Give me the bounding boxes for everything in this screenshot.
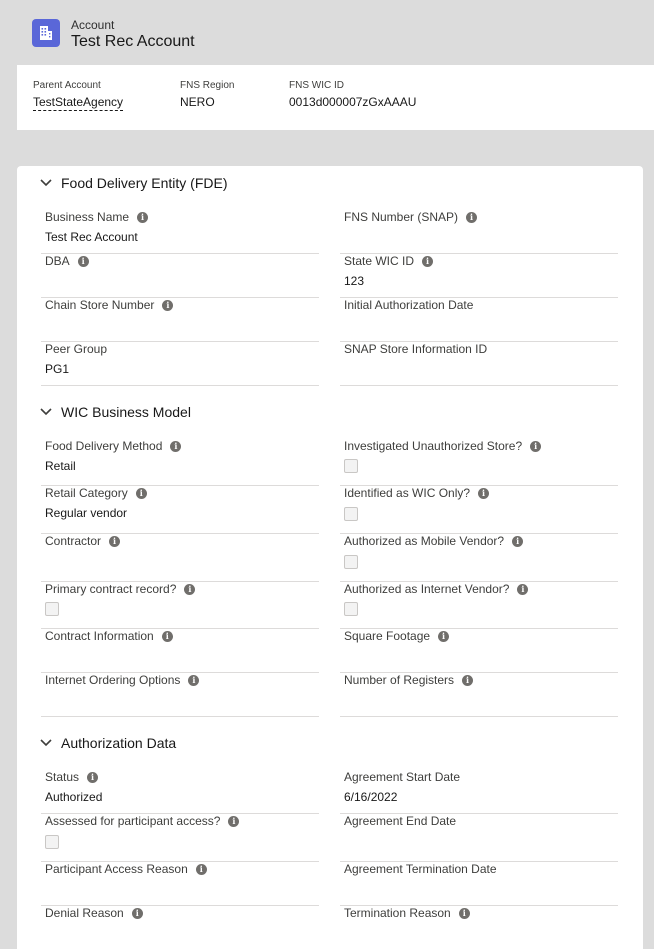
field-value: Authorized bbox=[45, 790, 103, 804]
field-label-text: Investigated Unauthorized Store? bbox=[344, 439, 523, 453]
field bbox=[41, 862, 319, 906]
field-label bbox=[45, 906, 143, 920]
highlight-value: NERO bbox=[180, 95, 215, 109]
info-icon[interactable]: i bbox=[462, 675, 473, 686]
info-icon[interactable]: i bbox=[517, 584, 528, 595]
info-icon[interactable]: i bbox=[228, 816, 239, 827]
field-label-text: Initial Authorization Date bbox=[344, 298, 474, 312]
field-label bbox=[45, 862, 207, 876]
field bbox=[340, 254, 618, 298]
field bbox=[340, 906, 618, 949]
field-label bbox=[45, 298, 173, 312]
highlights-panel bbox=[17, 65, 654, 130]
chevron-down-icon bbox=[39, 736, 53, 750]
field bbox=[41, 629, 319, 673]
checkbox[interactable] bbox=[45, 602, 59, 616]
field-value: 123 bbox=[344, 274, 365, 288]
field-label bbox=[45, 534, 120, 548]
highlight-value: 0013d000007zGxAAAU bbox=[289, 95, 417, 109]
field-label bbox=[45, 342, 107, 356]
checkbox[interactable] bbox=[344, 459, 358, 473]
info-icon[interactable]: i bbox=[422, 256, 433, 267]
field-label bbox=[344, 582, 528, 596]
checkbox[interactable] bbox=[344, 602, 358, 616]
field bbox=[340, 342, 618, 386]
info-icon[interactable]: i bbox=[170, 441, 181, 452]
field-label-text: Primary contract record? bbox=[45, 582, 177, 596]
field bbox=[41, 814, 319, 862]
highlight-label: FNS WIC ID bbox=[289, 80, 344, 91]
info-icon[interactable]: i bbox=[132, 908, 143, 919]
field-label bbox=[344, 770, 460, 784]
highlight-fns-region bbox=[180, 80, 234, 109]
field-value: Regular vendor bbox=[45, 506, 128, 520]
field-label bbox=[344, 439, 541, 453]
field-value: 6/16/2022 bbox=[344, 790, 398, 804]
field-label-text: Chain Store Number bbox=[45, 298, 155, 312]
field-label-text: DBA bbox=[45, 254, 70, 268]
field bbox=[41, 210, 319, 254]
info-icon[interactable]: i bbox=[162, 631, 173, 642]
field bbox=[41, 770, 319, 814]
field-label bbox=[344, 486, 489, 500]
field-label-text: Identified as WIC Only? bbox=[344, 486, 471, 500]
field bbox=[340, 629, 618, 673]
info-icon[interactable]: i bbox=[512, 536, 523, 547]
field-label bbox=[344, 254, 433, 268]
section-toggle[interactable] bbox=[39, 402, 191, 422]
field-label-text: SNAP Store Information ID bbox=[344, 342, 488, 356]
record-header bbox=[0, 0, 654, 65]
field-label-text: Contractor bbox=[45, 534, 102, 548]
info-icon[interactable]: i bbox=[78, 256, 89, 267]
field-label bbox=[45, 582, 195, 596]
info-icon[interactable]: i bbox=[137, 212, 148, 223]
field bbox=[340, 439, 618, 486]
info-icon[interactable]: i bbox=[87, 772, 98, 783]
highlight-label: Parent Account bbox=[33, 80, 101, 91]
checkbox[interactable] bbox=[45, 835, 59, 849]
field-label-text: Contract Information bbox=[45, 629, 154, 643]
checkbox[interactable] bbox=[344, 507, 358, 521]
field-label-text: Termination Reason bbox=[344, 906, 451, 920]
field bbox=[41, 582, 319, 629]
field bbox=[41, 254, 319, 298]
field-label-text: Internet Ordering Options bbox=[45, 673, 181, 687]
field-label bbox=[344, 862, 497, 876]
field-label bbox=[344, 814, 456, 828]
field bbox=[41, 342, 319, 386]
info-icon[interactable]: i bbox=[459, 908, 470, 919]
field-label bbox=[45, 254, 89, 268]
field bbox=[340, 486, 618, 534]
field-label bbox=[344, 210, 477, 224]
field-label-text: Number of Registers bbox=[344, 673, 455, 687]
field-label bbox=[344, 342, 487, 356]
checkbox[interactable] bbox=[344, 555, 358, 569]
object-type-label: Account bbox=[71, 18, 115, 32]
section-toggle[interactable] bbox=[39, 173, 227, 193]
field-label bbox=[45, 486, 147, 500]
field-label-text: Retail Category bbox=[45, 486, 128, 500]
field-label-text: State WIC ID bbox=[344, 254, 415, 268]
field bbox=[340, 862, 618, 906]
info-icon[interactable]: i bbox=[196, 864, 207, 875]
field bbox=[340, 534, 618, 582]
highlight-label: FNS Region bbox=[180, 80, 235, 91]
field-label bbox=[344, 673, 473, 687]
info-icon[interactable]: i bbox=[530, 441, 541, 452]
field-label-text: Authorized as Internet Vendor? bbox=[344, 582, 510, 596]
field-label-text: Business Name bbox=[45, 210, 130, 224]
field-label-text: Assessed for participant access? bbox=[45, 814, 221, 828]
field-label-text: Agreement End Date bbox=[344, 814, 457, 828]
info-icon[interactable]: i bbox=[478, 488, 489, 499]
chevron-down-icon bbox=[39, 176, 53, 190]
field-label-text: FNS Number (SNAP) bbox=[344, 210, 459, 224]
field-label bbox=[344, 298, 473, 312]
field-label-text: Status bbox=[45, 770, 80, 784]
field bbox=[340, 673, 618, 717]
section-title: WIC Business Model bbox=[61, 404, 191, 420]
field bbox=[41, 673, 319, 717]
highlight-fns-wic-id bbox=[289, 80, 416, 109]
field-label bbox=[45, 673, 199, 687]
field-label-text: Agreement Start Date bbox=[344, 770, 461, 784]
field-label bbox=[344, 906, 470, 920]
section-title: Food Delivery Entity (FDE) bbox=[61, 175, 228, 191]
info-icon[interactable]: i bbox=[184, 584, 195, 595]
chevron-down-icon bbox=[39, 405, 53, 419]
field-label bbox=[45, 814, 239, 828]
info-icon[interactable]: i bbox=[188, 675, 199, 686]
field-label bbox=[45, 439, 181, 453]
field-value: PG1 bbox=[45, 362, 70, 376]
field bbox=[340, 210, 618, 254]
page-title: Test Rec Account bbox=[71, 33, 195, 50]
field bbox=[340, 582, 618, 629]
field-label bbox=[344, 534, 523, 548]
field-label bbox=[45, 210, 148, 224]
parent-account-link[interactable]: TestStateAgency bbox=[33, 95, 124, 109]
field-label-text: Food Delivery Method bbox=[45, 439, 163, 453]
info-icon[interactable]: i bbox=[438, 631, 449, 642]
field bbox=[340, 298, 618, 342]
highlight-parent-account bbox=[33, 80, 123, 111]
info-icon[interactable]: i bbox=[162, 300, 173, 311]
field-label-text: Participant Access Reason bbox=[45, 862, 188, 876]
field bbox=[41, 298, 319, 342]
field bbox=[41, 486, 319, 534]
field bbox=[41, 439, 319, 486]
field-label bbox=[45, 770, 98, 784]
field-label-text: Square Footage bbox=[344, 629, 431, 643]
field bbox=[340, 770, 618, 814]
field-label-text: Denial Reason bbox=[45, 906, 124, 920]
field-value: Retail bbox=[45, 459, 76, 473]
building-icon bbox=[32, 19, 60, 47]
detail-card bbox=[17, 166, 643, 949]
field-label bbox=[344, 629, 449, 643]
field-label-text: Authorized as Mobile Vendor? bbox=[344, 534, 505, 548]
info-icon[interactable]: i bbox=[136, 488, 147, 499]
field-label-text: Agreement Termination Date bbox=[344, 862, 497, 876]
field bbox=[340, 814, 618, 862]
field bbox=[41, 906, 319, 949]
section-title: Authorization Data bbox=[61, 735, 177, 751]
section-toggle[interactable] bbox=[39, 733, 176, 753]
field-label bbox=[45, 629, 173, 643]
field bbox=[41, 534, 319, 582]
field-label-text: Peer Group bbox=[45, 342, 108, 356]
info-icon[interactable]: i bbox=[466, 212, 477, 223]
info-icon[interactable]: i bbox=[109, 536, 120, 547]
field-value: Test Rec Account bbox=[45, 230, 138, 244]
